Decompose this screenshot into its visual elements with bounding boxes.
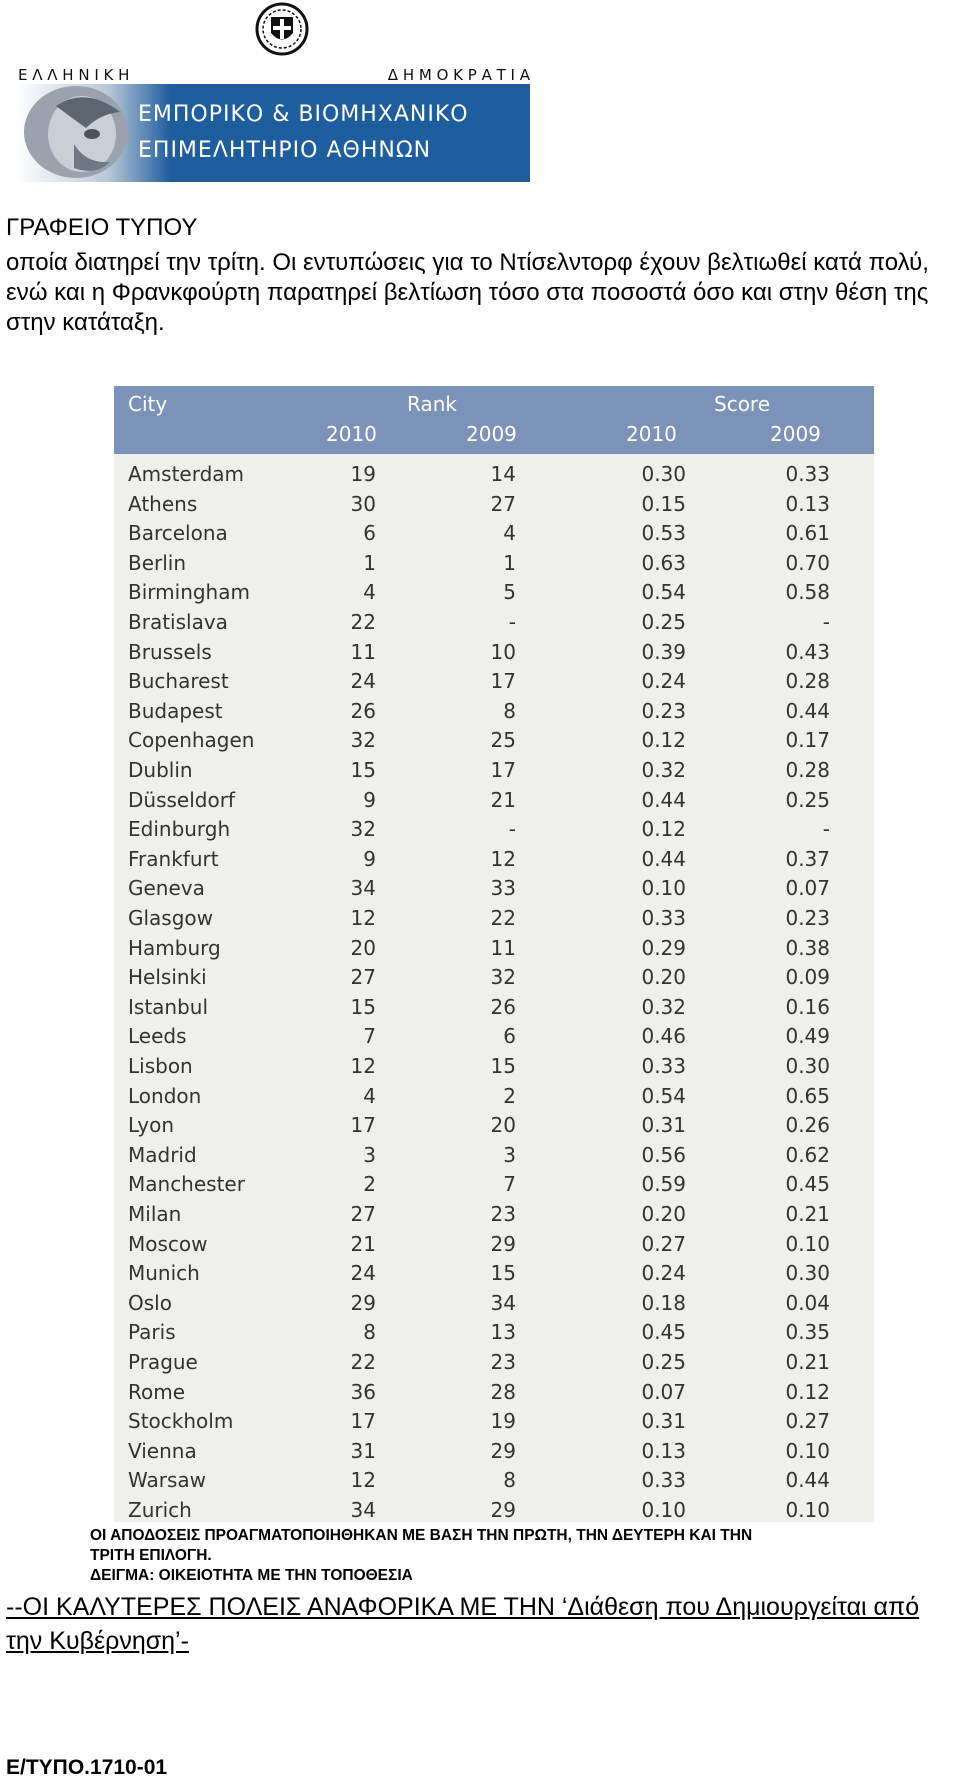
rank-2010: 17 (350, 1409, 376, 1434)
score-2010: 0.32 (641, 994, 686, 1019)
city-name: Milan (128, 1202, 182, 1226)
score-2010: 0.56 (641, 1142, 686, 1167)
city-name: London (128, 1083, 202, 1108)
score-2009: 0.23 (785, 906, 830, 930)
table-row (114, 1200, 874, 1229)
table-row (114, 1082, 874, 1111)
rank-2009: 25 (490, 728, 516, 753)
rank-2009: 21 (490, 787, 516, 812)
city-name: Moscow (128, 1231, 208, 1256)
score-2010: 0.46 (641, 1024, 686, 1049)
rank-2009: 20 (490, 1113, 516, 1138)
city-name: Budapest (128, 698, 223, 723)
score-2009: 0.26 (785, 1113, 830, 1138)
score-2010: 0.23 (641, 698, 686, 723)
score-2009: 0.62 (785, 1142, 830, 1167)
rank-2009: 28 (490, 1379, 516, 1404)
table-row (114, 815, 874, 844)
score-2010: 0.53 (641, 521, 686, 546)
rank-2009: 14 (490, 462, 516, 486)
rank-2010: 27 (350, 965, 376, 990)
score-2009: - (822, 817, 830, 842)
rank-2010: 32 (350, 817, 376, 842)
header-score-2009: 2009 (770, 422, 821, 446)
city-name: Prague (128, 1350, 198, 1374)
score-2009: 0.10 (785, 1498, 830, 1522)
rank-2009: 12 (490, 846, 516, 871)
table-row (114, 1348, 874, 1377)
score-2010: 0.54 (641, 580, 686, 605)
city-name: Munich (128, 1261, 200, 1286)
rank-2009: 2 (503, 1083, 516, 1108)
rank-2010: 2 (363, 1172, 376, 1197)
score-2009: 0.21 (785, 1350, 830, 1374)
city-name: Helsinki (128, 965, 207, 990)
table-row (114, 845, 874, 874)
table-row (114, 519, 874, 548)
score-2009: 0.58 (785, 580, 830, 605)
city-name: Zurich (128, 1498, 192, 1522)
rank-2010: 4 (363, 1083, 376, 1108)
score-2009: 0.13 (785, 491, 830, 516)
rank-2010: 6 (363, 521, 376, 546)
rank-2010: 20 (350, 935, 376, 960)
rank-2009: 4 (503, 521, 516, 546)
rank-2010: 7 (363, 1024, 376, 1049)
rank-2010: 34 (350, 876, 376, 901)
score-2009: 0.27 (785, 1409, 830, 1434)
score-2010: 0.24 (641, 1261, 686, 1286)
score-2010: 0.33 (641, 1054, 686, 1078)
rank-2009: 22 (490, 906, 516, 930)
city-name: Lisbon (128, 1054, 193, 1078)
city-name: Paris (128, 1320, 176, 1345)
city-name: Oslo (128, 1290, 172, 1315)
score-2010: 0.12 (641, 728, 686, 753)
rank-2010: 15 (350, 758, 376, 782)
table-row (114, 756, 874, 785)
rank-2010: 26 (350, 698, 376, 723)
score-2010: 0.10 (641, 876, 686, 901)
rank-2009: 32 (490, 965, 516, 990)
rank-2009: 29 (490, 1231, 516, 1256)
score-2010: 0.33 (641, 906, 686, 930)
rank-2010: 22 (350, 1350, 376, 1374)
rank-2010: 36 (350, 1379, 376, 1404)
rank-2010: 19 (350, 462, 376, 486)
score-2009: 0.61 (785, 521, 830, 546)
table-row (114, 1141, 874, 1170)
table-row (114, 460, 874, 489)
score-2009: 0.10 (785, 1231, 830, 1256)
score-2010: 0.20 (641, 1202, 686, 1226)
rank-2010: 12 (350, 1054, 376, 1078)
table-row (114, 1407, 874, 1436)
rank-2009: 33 (490, 876, 516, 901)
table-row (114, 1170, 874, 1199)
score-2010: 0.18 (641, 1290, 686, 1315)
table-row (114, 1111, 874, 1140)
note-line-1: ΟΙ ΑΠΟΔΟΣΕΙΣ ΠΡΟΑΓΜΑΤΟΠΟΙΗΘΗΚΑΝ ΜΕ ΒΑΣΗ ΤΗΝ ΠΡΩΤΗ, ΤΗΝ ΔΕΥΤΕΡΗ ΚΑΙ ΤΗΝ (90, 1527, 753, 1544)
score-2010: 0.31 (641, 1409, 686, 1434)
table-row (114, 549, 874, 578)
score-2009: 0.30 (785, 1261, 830, 1286)
rank-2009: 15 (490, 1261, 516, 1286)
city-name: Madrid (128, 1142, 197, 1167)
score-2010: 0.13 (641, 1438, 686, 1463)
rank-2010: 4 (363, 580, 376, 605)
header-city: City (128, 392, 168, 416)
table-row (114, 697, 874, 726)
rank-2009: 1 (503, 550, 516, 575)
rank-2010: 3 (363, 1142, 376, 1167)
score-2009: 0.45 (785, 1172, 830, 1197)
city-name: Vienna (128, 1438, 197, 1463)
score-2009: 0.25 (785, 787, 830, 812)
table-row (114, 993, 874, 1022)
rank-2010: 9 (363, 787, 376, 812)
score-2010: 0.29 (641, 935, 686, 960)
table-row (114, 1437, 874, 1466)
table-row (114, 638, 874, 667)
city-name: Lyon (128, 1113, 175, 1138)
header-rank-2009: 2009 (466, 422, 517, 446)
table-row (114, 963, 874, 992)
rank-2009: - (508, 610, 516, 634)
score-2010: 0.25 (641, 610, 686, 634)
score-2010: 0.39 (641, 639, 686, 664)
banner-line-1: ΕΜΠΟΡΙΚΟ & ΒΙΟΜΗΧΑΝΙΚΟ (138, 102, 469, 127)
rank-2009: 15 (490, 1054, 516, 1078)
rank-2009: 29 (490, 1438, 516, 1463)
city-name: Manchester (128, 1172, 245, 1197)
city-name: Dublin (128, 758, 193, 782)
press-office-title: ΓΡΑΦΕΙΟ ΤΥΠΟΥ (6, 214, 198, 241)
score-2010: 0.31 (641, 1113, 686, 1138)
rank-2010: 27 (350, 1202, 376, 1226)
intro-paragraph: οποία διατηρεί την τρίτη. Οι εντυπώσεις για το Ντίσελντορφ έχουν βελτιωθεί κατά πολύ, ενώ και η Φρανκφούρτη παρατηρεί βελτίωση τόσο στα ποσοστά όσο και στην θέση της στην κατάταξη. (6, 249, 929, 336)
note-line-3: ΔΕΙΓΜΑ: ΟΙΚΕΙΟΤΗΤΑ ΜΕ ΤΗΝ ΤΟΠΟΘΕΣΙΑ (90, 1567, 413, 1584)
score-2010: 0.45 (641, 1320, 686, 1345)
score-2009: 0.12 (785, 1379, 830, 1404)
rank-2010: 24 (350, 669, 376, 694)
rank-2010: 30 (350, 491, 376, 516)
city-name: Bucharest (128, 669, 229, 694)
table-row (114, 1230, 874, 1259)
table-row (114, 1259, 874, 1288)
city-name: Geneva (128, 876, 205, 901)
table-row (114, 608, 874, 637)
table-row (114, 490, 874, 519)
rank-2009: 7 (503, 1172, 516, 1197)
rank-2010: 32 (350, 728, 376, 753)
table-row (114, 1052, 874, 1081)
city-name: Edinburgh (128, 817, 231, 842)
city-ranking-table (114, 386, 874, 1522)
score-2009: 0.70 (785, 550, 830, 575)
best-cities-heading: --ΟΙ ΚΑΛΥΤΕΡΕΣ ΠΟΛΕΙΣ ΑΝΑΦΟΡΙΚΑ ΜΕ ΤΗΝ ‘Διάθεση που Δημιουργείται από την Κυβέρνηση’- (6, 1593, 920, 1655)
rank-2010: 34 (350, 1498, 376, 1522)
rank-2009: - (508, 817, 516, 842)
score-2009: 0.28 (785, 758, 830, 782)
rank-2009: 13 (490, 1320, 516, 1345)
rank-2009: 19 (490, 1409, 516, 1434)
rank-2010: 22 (350, 610, 376, 634)
table-row (114, 786, 874, 815)
score-2009: 0.04 (785, 1290, 830, 1315)
table-row (114, 1378, 874, 1407)
city-name: Rome (128, 1379, 186, 1404)
chamber-banner (16, 84, 530, 182)
score-2009: 0.49 (785, 1024, 830, 1049)
score-2009: 0.43 (785, 639, 830, 664)
rank-2009: 34 (490, 1290, 516, 1315)
city-name: Frankfurt (128, 846, 219, 871)
score-2010: 0.30 (641, 462, 686, 486)
header-rank: Rank (407, 392, 457, 416)
table-row (114, 934, 874, 963)
rank-2009: 6 (503, 1024, 516, 1049)
rank-2010: 17 (350, 1113, 376, 1138)
city-name: Copenhagen (128, 728, 255, 753)
score-2010: 0.07 (641, 1379, 686, 1404)
rank-2010: 24 (350, 1261, 376, 1286)
rank-2009: 3 (503, 1142, 516, 1167)
table-row (114, 578, 874, 607)
rank-2009: 17 (490, 669, 516, 694)
table-row (114, 1496, 874, 1525)
score-2010: 0.44 (641, 846, 686, 871)
rank-2009: 23 (490, 1350, 516, 1374)
header-score-2010: 2010 (626, 422, 677, 446)
score-2009: 0.10 (785, 1438, 830, 1463)
rank-2009: 5 (503, 580, 516, 605)
greek-emblem-icon (250, 2, 314, 56)
score-2009: - (822, 610, 830, 634)
city-name: Birmingham (128, 580, 250, 605)
city-name: Brussels (128, 639, 212, 664)
score-2010: 0.44 (641, 787, 686, 812)
score-2009: 0.09 (785, 965, 830, 990)
score-2010: 0.25 (641, 1350, 686, 1374)
table-row (114, 1289, 874, 1318)
score-2010: 0.54 (641, 1083, 686, 1108)
gov-word-republic: Δ Η Μ Ο Κ Ρ Α Τ Ι Α (387, 66, 530, 84)
score-2009: 0.17 (785, 728, 830, 753)
city-name: Berlin (128, 550, 187, 575)
score-2010: 0.12 (641, 817, 686, 842)
government-line (18, 64, 530, 86)
rank-2010: 29 (350, 1290, 376, 1315)
table-row (114, 1318, 874, 1347)
rank-2009: 29 (490, 1498, 516, 1522)
rank-2010: 1 (363, 550, 376, 575)
score-2009: 0.16 (785, 994, 830, 1019)
city-name: Bratislava (128, 610, 228, 634)
header-rank-2010: 2010 (326, 422, 377, 446)
score-2010: 0.59 (641, 1172, 686, 1197)
table-header (114, 386, 874, 454)
rank-2009: 26 (490, 994, 516, 1019)
table-row (114, 726, 874, 755)
score-2009: 0.44 (785, 1468, 830, 1493)
score-2010: 0.32 (641, 758, 686, 782)
rank-2010: 8 (363, 1320, 376, 1345)
banner-line-2: ΕΠΙΜΕΛΗΤΗΡΙΟ ΑΘΗΝΩΝ (138, 138, 432, 163)
rank-2010: 12 (350, 1468, 376, 1493)
city-name: Amsterdam (128, 462, 245, 486)
rank-2009: 10 (490, 639, 516, 664)
city-name: Leeds (128, 1024, 187, 1049)
score-2010: 0.15 (641, 491, 686, 516)
city-name: Warsaw (128, 1468, 207, 1493)
rank-2009: 11 (490, 935, 516, 960)
city-name: Düsseldorf (128, 787, 235, 812)
score-2009: 0.38 (785, 935, 830, 960)
rank-2009: 8 (503, 698, 516, 723)
table-row (114, 904, 874, 933)
score-2010: 0.10 (641, 1498, 686, 1522)
score-2010: 0.27 (641, 1231, 686, 1256)
rank-2009: 8 (503, 1468, 516, 1493)
gov-word-hellenic: Ε Λ Λ Η Ν Ι Κ Η (18, 66, 130, 84)
rank-2009: 17 (490, 758, 516, 782)
rank-2009: 23 (490, 1202, 516, 1226)
score-2010: 0.20 (641, 965, 686, 990)
score-2010: 0.63 (641, 550, 686, 575)
table-row (114, 874, 874, 903)
city-name: Hamburg (128, 935, 221, 960)
note-line-2: ΤΡΙΤΗ ΕΠΙΛΟΓΗ. (90, 1547, 212, 1564)
table-row (114, 1466, 874, 1495)
city-name: Athens (128, 491, 198, 516)
table-row (114, 1022, 874, 1051)
score-2009: 0.33 (785, 462, 830, 486)
table-row (114, 667, 874, 696)
city-name: Istanbul (128, 994, 209, 1019)
score-2009: 0.65 (785, 1083, 830, 1108)
city-name: Barcelona (128, 521, 228, 546)
header-score: Score (714, 392, 771, 416)
rank-2010: 31 (350, 1438, 376, 1463)
score-2010: 0.33 (641, 1468, 686, 1493)
rank-2010: 12 (350, 906, 376, 930)
score-2010: 0.24 (641, 669, 686, 694)
rank-2010: 9 (363, 846, 376, 871)
score-2009: 0.28 (785, 669, 830, 694)
rank-2010: 11 (350, 639, 376, 664)
rank-2010: 15 (350, 994, 376, 1019)
city-name: Stockholm (128, 1409, 234, 1434)
score-2009: 0.21 (785, 1202, 830, 1226)
document-code: Ε/ΤΥΠΟ.1710-01 (6, 1756, 168, 1779)
score-2009: 0.30 (785, 1054, 830, 1078)
score-2009: 0.07 (785, 876, 830, 901)
score-2009: 0.37 (785, 846, 830, 871)
score-2009: 0.44 (785, 698, 830, 723)
rank-2009: 27 (490, 491, 516, 516)
city-name: Glasgow (128, 906, 214, 930)
score-2009: 0.35 (785, 1320, 830, 1345)
methodology-note (90, 1526, 950, 1586)
rank-2010: 21 (350, 1231, 376, 1256)
